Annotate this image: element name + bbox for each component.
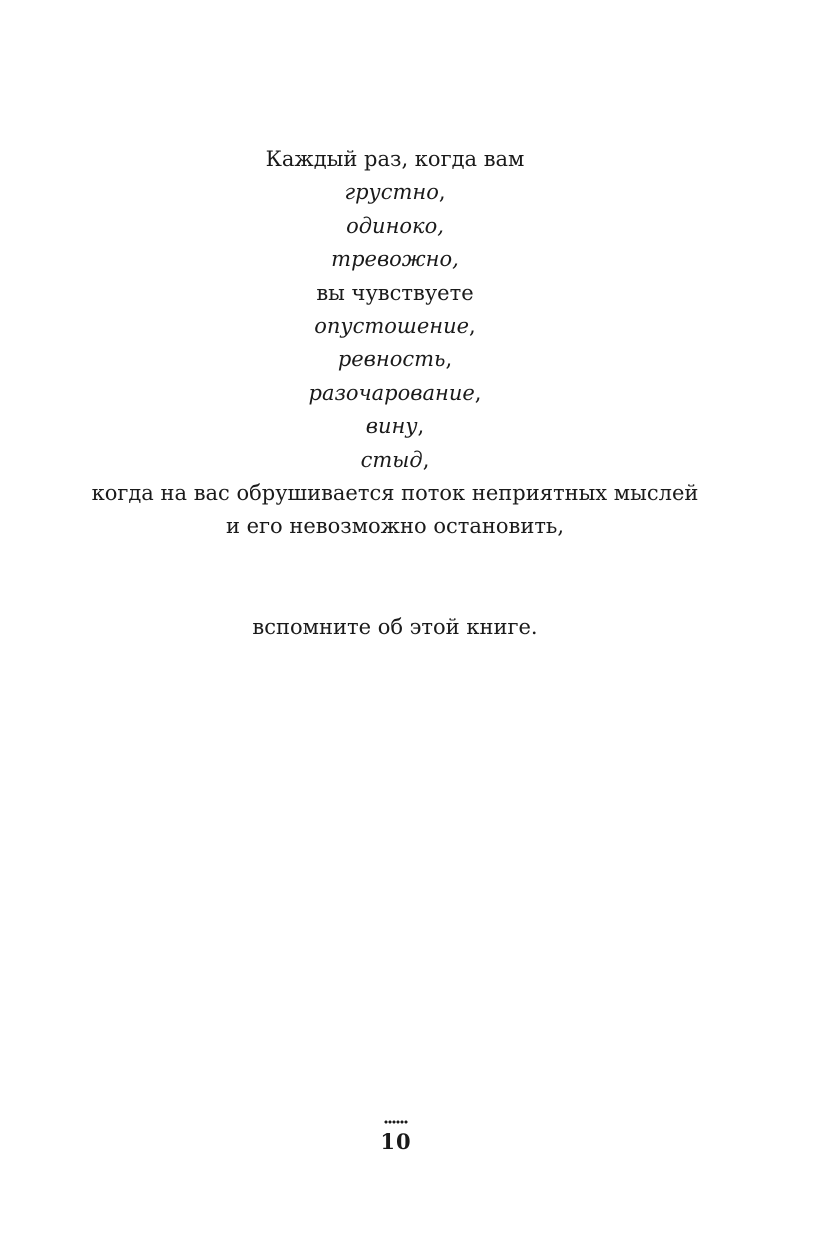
page-number: 10 (380, 1129, 412, 1154)
emotion-word: вину (365, 414, 418, 439)
poem-line (0, 176, 790, 209)
emotion-word: грустно (344, 180, 439, 205)
emotion-word: одиноко, (346, 213, 444, 238)
dotted-rule-icon (384, 1120, 408, 1124)
punctuation: , (469, 314, 476, 339)
poem-line (0, 243, 790, 276)
poem-line: вы чувствуете (316, 280, 474, 305)
poem-block (0, 143, 790, 544)
poem-line (0, 310, 790, 343)
poem-line (0, 444, 790, 477)
punctuation: , (438, 180, 446, 205)
punctuation: , (445, 347, 453, 372)
poem-line (0, 343, 790, 376)
poem-line (0, 410, 790, 443)
emotion-word: стыд (360, 447, 423, 472)
poem-line (0, 377, 790, 410)
poem-line: Каждый раз, когда вам (265, 147, 525, 171)
poem-line: когда на вас обрушивается поток неприятных мыслей (91, 481, 699, 506)
page-footer (366, 1120, 426, 1154)
punctuation: , (417, 414, 425, 439)
emotion-word: ревность (337, 347, 446, 372)
poem-line (0, 210, 790, 243)
emotion-word: опустошение (314, 314, 470, 339)
punctuation: , (422, 447, 430, 472)
punctuation: , (474, 380, 482, 405)
emotion-word: разочарование (308, 380, 475, 405)
emotion-word: тревожно, (331, 247, 459, 272)
closing-line: вспомните об этой книге. (252, 615, 538, 639)
poem-line: и его невозможно остановить, (225, 514, 565, 539)
